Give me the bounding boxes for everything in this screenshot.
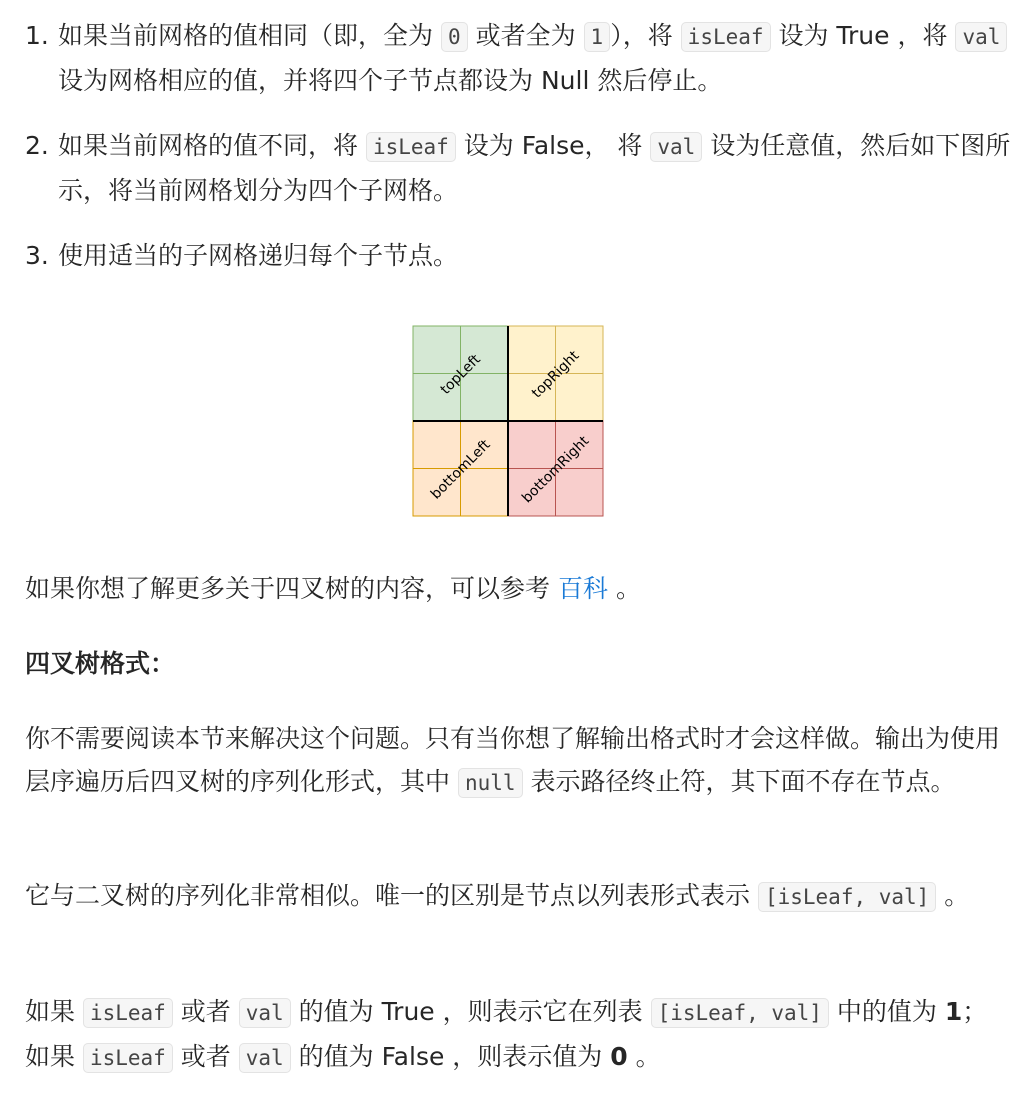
step-text: 如果当前网格的值相同（即，全为 — [58, 21, 434, 50]
label-top-right: topRight — [528, 347, 583, 402]
values-text: 如果 — [25, 997, 76, 1026]
step-number: 2. — [25, 131, 49, 160]
wiki-link[interactable]: 百科 — [557, 574, 608, 603]
section-heading: 四叉树格式： — [25, 649, 176, 678]
code-one: 1 — [584, 22, 611, 52]
code-isleaf: isLeaf — [366, 132, 456, 162]
value-zero: 0 — [610, 1042, 628, 1071]
format-text-end: 表示路径终止符，其下面不存在节点。 — [530, 767, 956, 796]
label-bottom-left: bottomLeft — [427, 436, 494, 503]
step-text: ），将 — [610, 21, 673, 50]
step-number: 3. — [25, 241, 49, 270]
similarity-text-end: 。 — [944, 881, 970, 910]
step-text: 设为任意值，然后如下图所示，将当前网格划分为四个子网格。 — [58, 131, 1011, 205]
step-text: 或者全为 — [475, 21, 576, 50]
values-text: 或者 — [180, 997, 231, 1026]
format-paragraph — [25, 717, 1010, 805]
code-node-format: [isLeaf, val] — [651, 998, 829, 1028]
values-text: 的值为 False ，则表示值为 — [298, 1042, 603, 1071]
values-text: ；如果 — [25, 997, 988, 1071]
step-item — [25, 14, 1015, 102]
value-one: 1 — [944, 997, 963, 1026]
values-paragraph — [25, 990, 1010, 1080]
step-item — [25, 124, 1015, 212]
step-text: 设为网格相应的值，并将四个子节点都设为 Null 然后停止。 — [58, 66, 723, 95]
step-text: 设为 True ，将 — [778, 21, 948, 50]
similarity-text: 它与二叉树的序列化非常相似。唯一的区别是节点以列表形式表示 — [25, 881, 751, 910]
reference-text: 如果你想了解更多关于四叉树的内容，可以参考 — [25, 574, 551, 603]
values-text-end: 。 — [635, 1042, 661, 1071]
code-val: val — [239, 1043, 291, 1073]
step-number: 1. — [25, 21, 49, 50]
code-isleaf: isLeaf — [83, 1043, 173, 1073]
reference-paragraph — [25, 567, 1010, 610]
steps-list — [25, 14, 1015, 299]
step-text: 设为 False， 将 — [463, 131, 643, 160]
reference-text-end: 。 — [615, 574, 641, 603]
code-val: val — [239, 998, 291, 1028]
values-text: 的值为 True ，则表示它在列表 — [298, 997, 643, 1026]
code-null: null — [458, 768, 523, 798]
similarity-paragraph — [25, 874, 1010, 919]
label-bottom-right: bottomRight — [519, 433, 593, 507]
step-text: 使用适当的子网格递归每个子节点。 — [58, 241, 459, 270]
values-text: 中的值为 — [836, 997, 937, 1026]
code-isleaf: isLeaf — [681, 22, 771, 52]
quadtree-figure — [412, 325, 606, 519]
values-text: 或者 — [180, 1042, 231, 1071]
code-val: val — [650, 132, 702, 162]
label-top-left: topLeft — [437, 351, 484, 398]
code-isleaf: isLeaf — [83, 998, 173, 1028]
code-val: val — [955, 22, 1007, 52]
format-text: 你不需要阅读本节来解决这个问题。只有当你想了解输出格式时才会这样做。输出为使用层序遍历后四叉树的序列化形式，其中 — [25, 724, 1001, 796]
code-zero: 0 — [441, 22, 468, 52]
code-node-format: [isLeaf, val] — [758, 882, 936, 912]
step-item — [25, 234, 1015, 277]
step-text: 如果当前网格的值不同，将 — [58, 131, 359, 160]
